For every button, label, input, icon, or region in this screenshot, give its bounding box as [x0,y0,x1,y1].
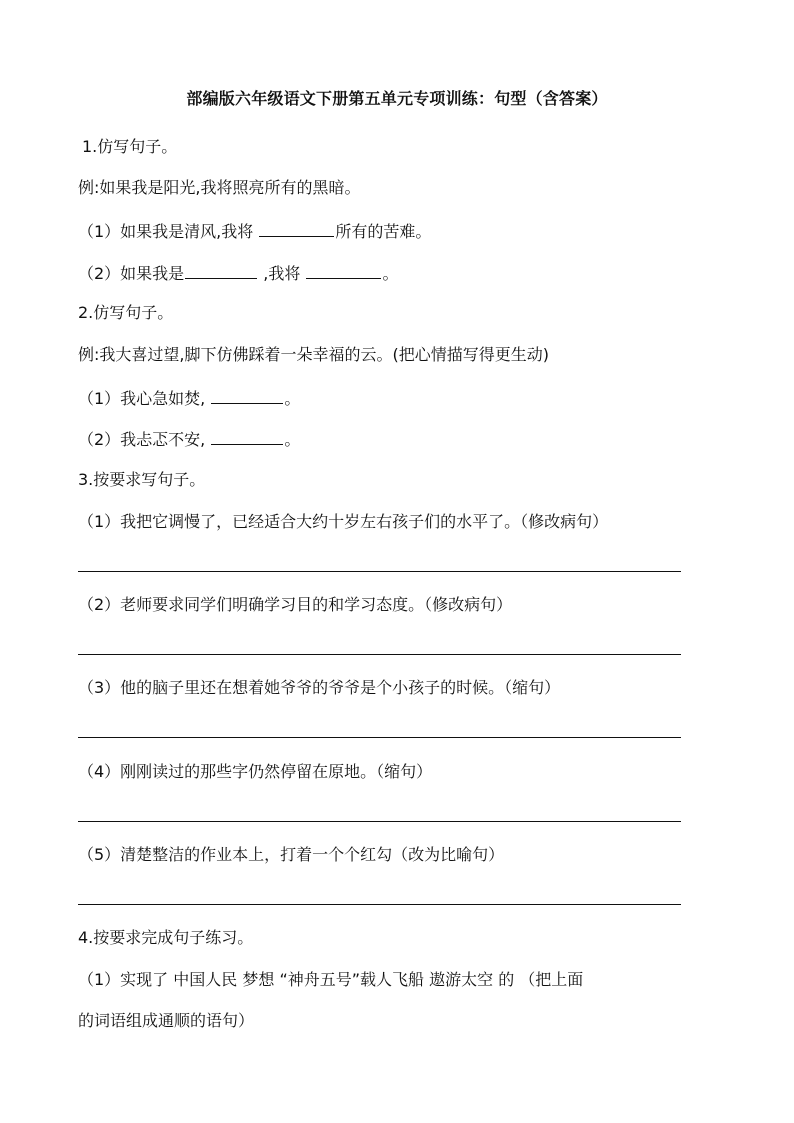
q1-item-1 [78,220,431,242]
q1-item-2-prefix: （2）如果我是 [78,264,185,283]
q1-example: 例:如果我是阳光,我将照亮所有的黑暗。 [78,178,361,197]
q1-item-1-prefix: （1）如果我是清风,我将 [78,222,259,241]
q2-heading: 2.仿写句子。 [78,303,174,322]
q1-item-2-middle: ,我将 [258,264,306,283]
q2-item-2-blank[interactable] [211,428,283,445]
q2-item-1-blank[interactable] [211,387,283,404]
q2-example: 例:我大喜过望,脚下仿佛踩着一朵幸福的云。(把心情描写得更生动) [78,345,549,364]
q1-heading: 1.仿写句子。 [82,137,178,156]
q3-heading: 3.按要求写句子。 [78,470,206,489]
q3-item-3-answer-line[interactable] [78,737,681,738]
q2-item-2-prefix: （2）我忐忑不安, [78,430,211,449]
q3-item-2-answer-line[interactable] [78,654,681,655]
q3-item-5-answer-line[interactable] [78,904,681,905]
q3-item-1-answer-line[interactable] [78,571,681,572]
q3-item-1: （1）我把它调慢了，已经适合大约十岁左右孩子们的水平了。（修改病句） [78,512,609,531]
q4-item-1-line-2: 的词语组成通顺的语句） [78,1011,255,1030]
q1-item-1-suffix: 所有的苦难。 [335,222,432,241]
q3-item-5: （5）清楚整洁的作业本上，打着一个个红勾（改为比喻句） [78,845,505,864]
q1-item-2-blank-1[interactable] [185,262,257,279]
q4-item-1-line-1: （1）实现了 中国人民 梦想 “神舟五号”载人飞船 遨游太空 的 （把上面 [78,970,584,989]
q1-item-2 [78,262,398,284]
q3-item-4-answer-line[interactable] [78,821,681,822]
q1-item-2-blank-2[interactable] [306,262,381,279]
q2-item-2 [78,428,300,450]
q3-item-4: （4）刚刚读过的那些字仍然停留在原地。（缩句） [78,762,433,781]
q2-item-1-prefix: （1）我心急如焚, [78,389,211,408]
q2-item-1-suffix: 。 [284,389,301,408]
q2-item-1 [78,387,300,409]
q2-item-2-suffix: 。 [284,430,301,449]
q3-item-3: （3）他的脑子里还在想着她爷爷的爷爷是个小孩子的时候。（缩句） [78,678,561,697]
q1-item-1-blank[interactable] [259,220,334,237]
q3-item-2: （2）老师要求同学们明确学习目的和学习态度。（修改病句） [78,595,513,614]
q4-heading: 4.按要求完成句子练习。 [78,928,254,947]
document-title: 部编版六年级语文下册第五单元专项训练：句型（含答案） [186,89,608,108]
q1-item-2-suffix: 。 [382,264,399,283]
